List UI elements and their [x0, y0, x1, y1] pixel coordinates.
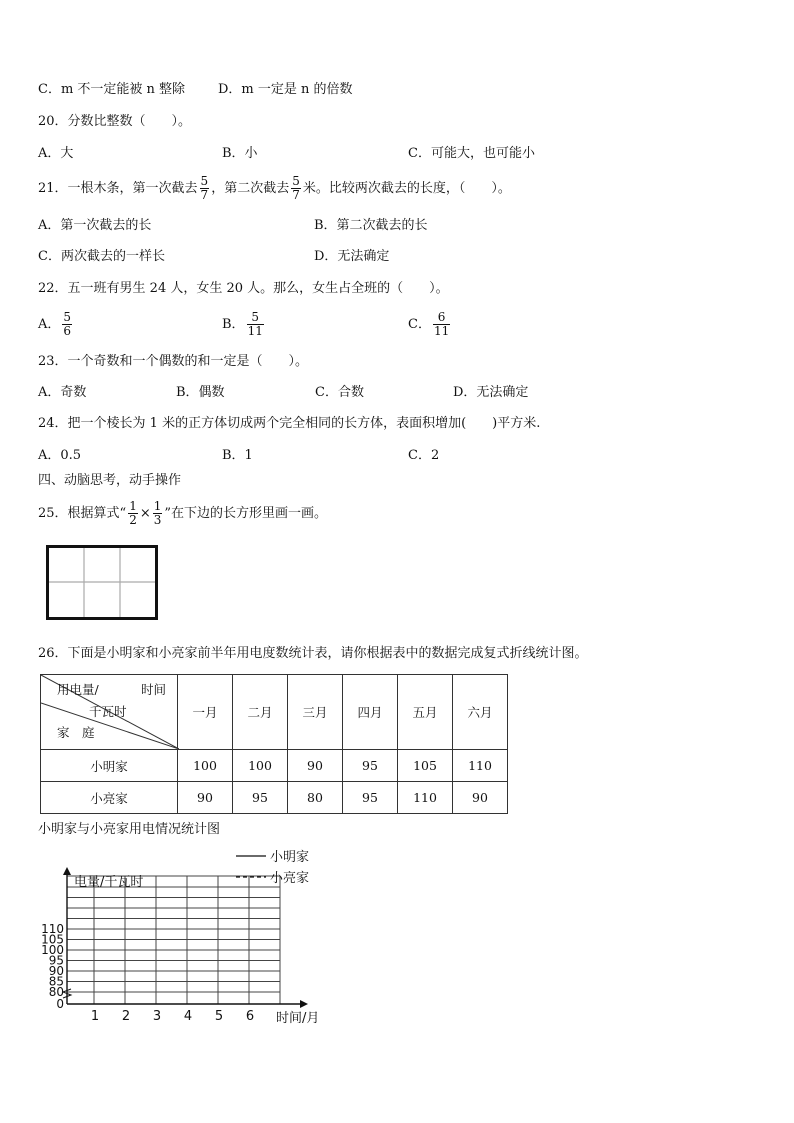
- y-tick-label: 95: [48, 953, 64, 968]
- q25-suffix: ”在下边的长方形里画一画。: [164, 506, 328, 521]
- corner-label-family: 家 庭: [57, 725, 95, 740]
- q22-option-a: [38, 306, 74, 344]
- q25-fraction-1: [128, 500, 138, 527]
- q20-option-b: B．小: [222, 146, 258, 161]
- q20-option-c: C．可能大，也可能小: [408, 146, 535, 161]
- q21-option-a: A．第一次截去的长: [38, 218, 152, 233]
- month-header: 六月: [453, 675, 508, 750]
- q24-stem: 24．把一个棱长为 1 米的正方体切成两个完全相同的长方体，表面积增加( )平方米.: [38, 416, 541, 431]
- q21-fraction-1: [200, 175, 210, 202]
- q23-stem: 23．一个奇数和一个偶数的和一定是（ ）。: [38, 354, 309, 369]
- section-heading: 四、动脑思考，动手操作: [38, 473, 182, 488]
- q25-times: ×: [139, 506, 151, 521]
- q25-fraction-2: [153, 500, 163, 527]
- q26-stem: 26．下面是小明家和小亮家前半年用电度数统计表，请你根据表中的数据完成复式折线统计图。: [38, 646, 588, 661]
- y-tick-label: 90: [48, 964, 64, 978]
- y-axis-title: 电量/千瓦时: [74, 875, 144, 890]
- q21-mid: ，第二次截去: [211, 181, 290, 196]
- line-chart: [30, 848, 350, 1033]
- row-label: 小亮家: [41, 782, 178, 814]
- q20-stem: 20．分数比整数（ ）。: [38, 114, 192, 129]
- y-tick-label: 85: [48, 974, 64, 989]
- q24-option-a: A．0.5: [38, 448, 82, 463]
- q21-prefix: 21．一根木条，第一次截去: [38, 181, 198, 196]
- q21-option-d: D．无法确定: [314, 249, 390, 264]
- table-cell: 110: [398, 782, 453, 814]
- table-cell: 95: [343, 750, 398, 782]
- month-header: 三月: [288, 675, 343, 750]
- y-tick-label: 110: [41, 922, 64, 936]
- x-axis-arrow: [300, 1000, 308, 1008]
- month-header: 五月: [398, 675, 453, 750]
- drawing-rectangle: [46, 545, 158, 620]
- q22-a-fraction: [62, 311, 72, 338]
- q25-f1-num: 1: [129, 499, 137, 513]
- q22-c-num: 6: [433, 311, 450, 325]
- table-cell: 100: [178, 750, 233, 782]
- q22-b-label: B．: [222, 317, 245, 332]
- month-header: 一月: [178, 675, 233, 750]
- q20-option-a: A．大: [38, 146, 74, 161]
- y-tick-label: 80: [48, 985, 64, 999]
- q21-option-b: B．第二次截去的长: [314, 218, 428, 233]
- table-cell: 95: [343, 782, 398, 814]
- row-label: 小明家: [41, 750, 178, 782]
- q25-prefix: 25．根据算式“: [38, 506, 127, 521]
- q21-suffix: 米。比较两次截去的长度，（ ）。: [302, 181, 511, 196]
- table-corner-cell: [41, 675, 178, 750]
- month-header: 二月: [233, 675, 288, 750]
- q21-f2-num: 5: [292, 174, 300, 188]
- table-cell: 80: [288, 782, 343, 814]
- q23-option-c: C．合数: [315, 385, 364, 400]
- q22-option-c: [408, 306, 452, 344]
- x-tick-label: 1: [90, 1009, 100, 1024]
- y-axis-arrow: [63, 867, 71, 875]
- q22-c-fraction: [433, 311, 450, 338]
- q22-b-den: 11: [247, 324, 263, 338]
- x-tick-label: 4: [183, 1009, 193, 1024]
- q25-stem: [38, 495, 327, 533]
- table-cell: 90: [453, 782, 508, 814]
- y-tick-label: 0: [56, 997, 64, 1011]
- q21-f1-num: 5: [200, 174, 209, 188]
- table-cell: 105: [398, 750, 453, 782]
- q21-stem: [38, 172, 511, 206]
- q22-c-label: C．: [408, 317, 431, 332]
- table-cell: 95: [233, 782, 288, 814]
- corner-label-unit: 千瓦时: [89, 704, 127, 719]
- q22-a-label: A．: [38, 317, 61, 332]
- table-row: [41, 782, 508, 814]
- q19-option-c: C．m 不一定能被 n 整除: [38, 82, 186, 97]
- q21-f2-den: 7: [292, 188, 300, 202]
- table-header-row: [41, 675, 508, 750]
- table-cell: 100: [233, 750, 288, 782]
- chart-legend: [236, 850, 309, 886]
- q22-stem: 22．五一班有男生 24 人，女生 20 人。那么，女生占全班的（ ）。: [38, 281, 449, 296]
- q22-option-b: [222, 306, 266, 344]
- q24-option-c: C．2: [408, 448, 440, 463]
- y-tick-label: 105: [41, 932, 64, 947]
- q22-b-num: 5: [247, 311, 264, 325]
- x-tick-label: 6: [245, 1009, 255, 1024]
- q22-b-fraction: [247, 311, 264, 338]
- x-tick-label: 5: [214, 1009, 224, 1024]
- q23-option-d: D．无法确定: [453, 385, 529, 400]
- x-tick-label: 3: [152, 1009, 162, 1024]
- table-row: [41, 750, 508, 782]
- q22-c-den: 11: [433, 324, 450, 338]
- q22-a-num: 5: [63, 310, 72, 324]
- q21-f1-den: 7: [200, 188, 209, 202]
- x-axis-title: 时间/月: [276, 1011, 320, 1026]
- corner-label-time: 时间: [141, 682, 167, 697]
- corner-label-top: 用电量/: [57, 682, 99, 697]
- q25-f1-den: 2: [129, 513, 137, 527]
- q21-option-c: C．两次截去的一样长: [38, 249, 165, 264]
- legend-label: 小明家: [270, 850, 310, 865]
- table-cell: 90: [178, 782, 233, 814]
- q23-option-b: B．偶数: [176, 385, 225, 400]
- q24-option-b: B．1: [222, 448, 253, 463]
- chart-title: 小明家与小亮家用电情况统计图: [38, 822, 221, 837]
- table-cell: 110: [453, 750, 508, 782]
- q23-option-a: A．奇数: [38, 385, 87, 400]
- x-tick-label: 2: [121, 1009, 131, 1024]
- q25-f2-den: 3: [153, 513, 162, 527]
- axis-break: [63, 989, 71, 998]
- q21-fraction-2: [291, 175, 301, 202]
- q22-a-den: 6: [63, 324, 72, 338]
- q19-option-d: D．m 一定是 n 的倍数: [218, 82, 353, 97]
- y-tick-label: 100: [41, 943, 64, 957]
- q25-f2-num: 1: [153, 499, 162, 513]
- electricity-table: [40, 674, 508, 814]
- legend-label: 小亮家: [270, 871, 310, 886]
- month-header: 四月: [343, 675, 398, 750]
- table-cell: 90: [288, 750, 343, 782]
- chart-grid: [67, 876, 280, 1004]
